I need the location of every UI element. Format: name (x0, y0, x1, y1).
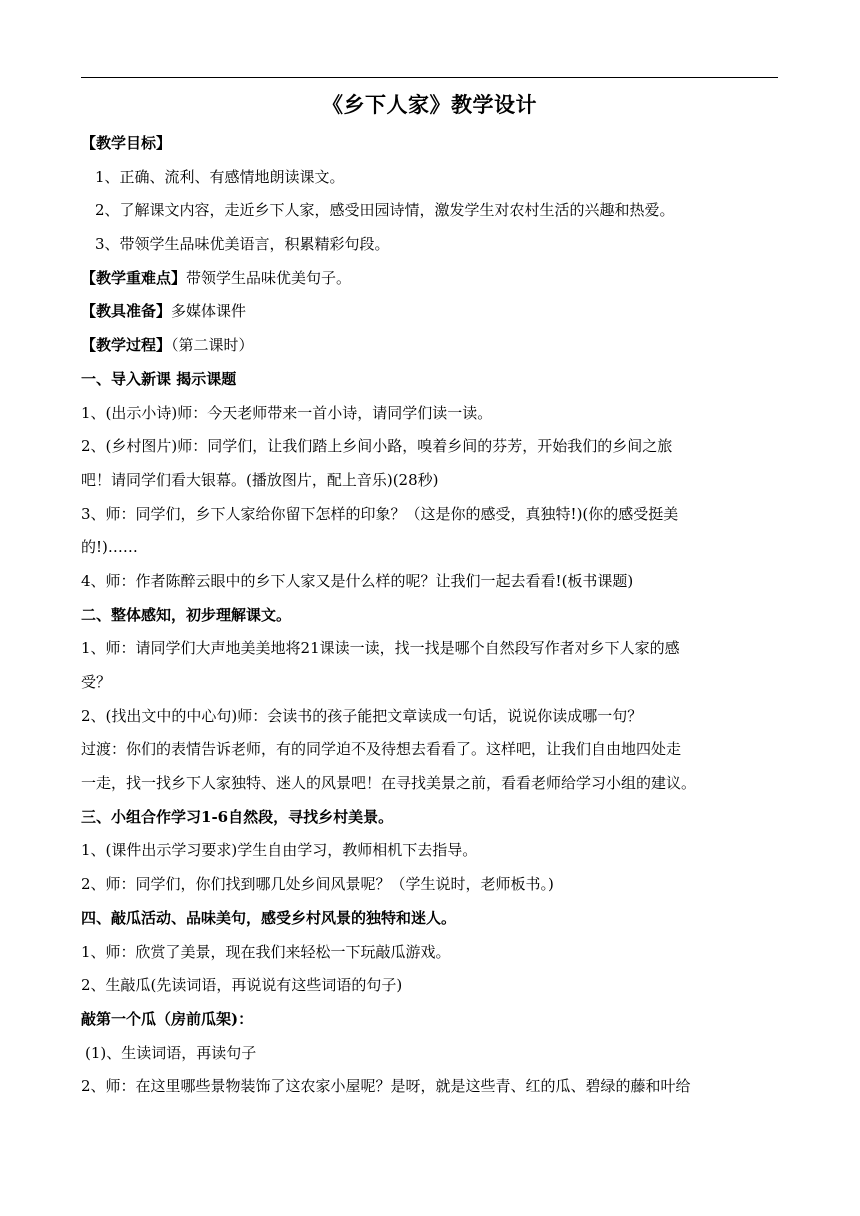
section-heading: 四、敲瓜活动、品味美句，感受乡村风景的独特和迷人。 (81, 908, 457, 927)
paragraph-line: 受？ (81, 673, 112, 691)
sub-heading: 敲第一个瓜（房前瓜架)： (81, 1009, 254, 1028)
paragraph-line: 2、生敲瓜(先读词语，再说说有这些词语的句子) (81, 976, 403, 995)
document-body (81, 127, 778, 1104)
keypoint-line (81, 262, 778, 296)
goals-heading: 【教学目标】 (81, 134, 172, 152)
keypoint-text: 带领学生品味优美句子。 (186, 268, 352, 287)
header-rule (81, 77, 778, 78)
document-title: 《乡下人家》教学设计 (322, 92, 537, 117)
goal-item: 2、了解课文内容，走近乡下人家，感受田园诗情，激发学生对农村生活的兴趣和热爱。 (95, 201, 675, 220)
paragraph-line: 2、(乡村图片)师：同学们，让我们踏上乡间小路，嗅着乡间的芬芳，开始我们的乡间之旅 (81, 437, 673, 456)
paragraph-line: 1、(课件出示学习要求)学生自由学习，教师相机下去指导。 (81, 841, 478, 860)
paragraph-line: 1、师：请同学们大声地美美地将21课读一读，找一找是哪个自然段写作者对乡下人家的感 (81, 639, 680, 658)
paragraph-line: 过渡：你们的表情告诉老师，有的同学迫不及待想去看看了。这样吧，让我们自由地四处走 (81, 740, 682, 759)
section-heading: 二、整体感知，初步理解课文。 (81, 605, 292, 624)
paragraph-line: 吧！请同学们看大银幕。(播放图片，配上音乐)(28秒) (81, 470, 439, 489)
tools-label: 【教具准备】 (81, 302, 172, 321)
paragraph-line: 1、(出示小诗)师：今天老师带来一首小诗，请同学们读一读。 (81, 403, 493, 422)
paragraph-line: 一走，找一找乡下人家独特、迷人的风景吧！在寻找美景之前，看看老师给学习小组的建议。 (81, 774, 697, 793)
goal-item: 3、带领学生品味优美语言，积累精彩句段。 (95, 235, 390, 254)
paragraph-line: 的!)…… (81, 538, 138, 557)
goal-item: 1、正确、流利、有感情地朗读课文。 (95, 167, 345, 186)
paragraph-line: 2、师：同学们，你们找到哪几处乡间风景呢？（学生说时，老师板书。) (81, 875, 554, 894)
paragraph-line: 4、师：作者陈醉云眼中的乡下人家又是什么样的呢？让我们一起去看看!(板书课题) (81, 571, 634, 590)
paragraph-line: 1、师：欣赏了美景，现在我们来轻松一下玩敲瓜游戏。 (81, 942, 451, 961)
keypoint-label: 【教学重难点】 (81, 268, 187, 287)
process-label: 【教学过程】 (81, 336, 172, 355)
process-text: （第二课时） (171, 336, 254, 355)
paragraph-line: 2、师：在这里哪些景物装饰了这农家小屋呢？是呀，就是这些青、红的瓜、碧绿的藤和叶给 (81, 1077, 691, 1096)
tools-text: 多媒体课件 (171, 302, 247, 321)
paragraph-line: (1)、生读词语，再读句子 (85, 1043, 257, 1062)
paragraph-line: 2、(找出文中的中心句)师：会读书的孩子能把文章读成一句话，说说你读成哪一句？ (81, 706, 643, 725)
tools-line (81, 295, 778, 329)
section-heading: 三、小组合作学习1-6自然段，寻找乡村美景。 (81, 807, 394, 826)
section-heading: 一、导入新课 揭示课题 (81, 369, 237, 388)
paragraph-line: 3、师：同学们，乡下人家给你留下怎样的印象？（这是你的感受，真独特!)(你的感受挺美 (81, 504, 679, 523)
process-line (81, 329, 778, 363)
